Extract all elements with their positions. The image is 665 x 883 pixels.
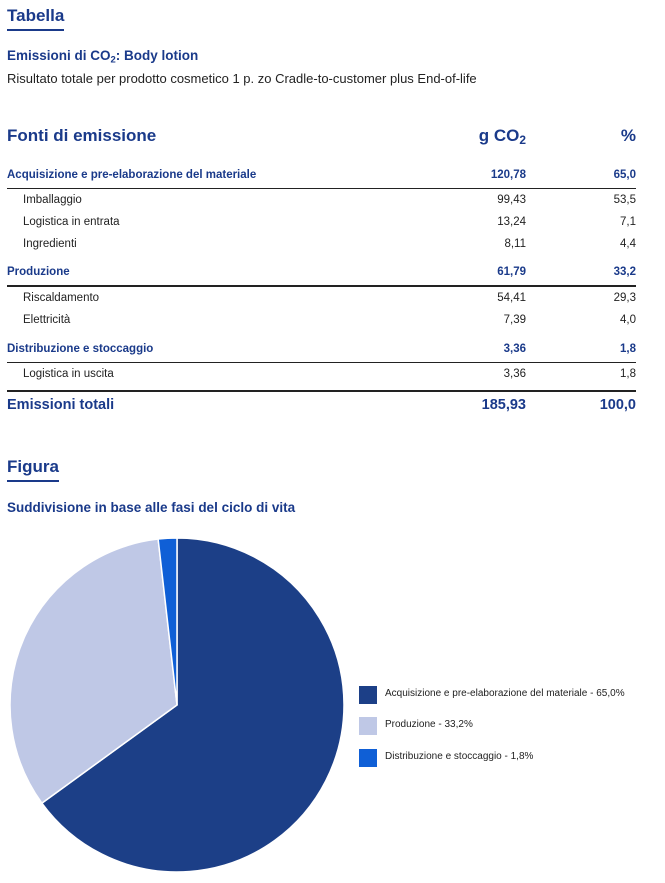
- table-row-item: [7, 211, 636, 233]
- table-row-category: [7, 338, 636, 360]
- row-g-value: 3,36: [503, 368, 526, 380]
- table-row-item: [7, 233, 636, 255]
- row-g-value: 7,39: [503, 314, 526, 326]
- row-label: Logistica in entrata: [23, 216, 120, 228]
- legend-swatch: [359, 749, 377, 767]
- row-label: Ingredienti: [23, 238, 77, 250]
- total-g-value: 185,93: [481, 397, 526, 413]
- row-label: Elettricità: [23, 314, 71, 326]
- header-g-co2: g $CO_2$: [478, 126, 526, 147]
- row-pct-value: 65,0: [613, 169, 636, 181]
- table-row-item: [7, 189, 636, 211]
- row-pct-value: 33,2: [613, 266, 636, 278]
- row-label: Distribuzione e stoccaggio: [7, 343, 154, 355]
- table-row-total: [7, 394, 636, 416]
- row-pct-value: 4,0: [620, 314, 636, 326]
- row-label: Imballaggio: [23, 194, 82, 206]
- row-g-value: 120,78: [490, 169, 526, 181]
- total-label: Emissioni totali: [7, 397, 115, 413]
- legend-label: Produzione - 33,2%: [385, 719, 473, 730]
- row-g-value: 8,11: [504, 238, 526, 250]
- table-divider: [7, 390, 636, 392]
- legend-item: [359, 686, 659, 704]
- row-pct-value: 4,4: [620, 238, 636, 250]
- table-section-title: Tabella: [7, 6, 64, 31]
- row-pct-value: 7,1: [620, 216, 636, 228]
- row-g-value: 3,36: [503, 343, 526, 355]
- figure-section-title: Figura: [7, 457, 59, 482]
- legend-label: Distribuzione e stoccaggio - 1,8%: [385, 751, 534, 762]
- table-row-item: [7, 287, 636, 309]
- row-pct-value: 1,8: [620, 368, 636, 380]
- total-pct-value: 100,0: [599, 397, 636, 413]
- legend-label: Acquisizione e pre-elaborazione del materiale - 65,0%: [385, 688, 625, 699]
- row-g-value: 99,43: [497, 194, 526, 206]
- row-label: Logistica in uscita: [23, 368, 114, 380]
- row-g-value: 13,24: [497, 216, 526, 228]
- table-row-category: [7, 164, 636, 186]
- legend-item: [359, 749, 659, 767]
- row-label: Riscaldamento: [23, 292, 100, 304]
- table-row-item: [7, 363, 636, 385]
- row-label: Produzione: [7, 266, 70, 278]
- pie-chart: [7, 535, 347, 875]
- row-pct-value: 53,5: [613, 194, 636, 206]
- header-source: Fonti di emissione: [7, 126, 157, 145]
- legend-swatch: [359, 686, 377, 704]
- figure-subtitle: Suddivisione in base alle fasi del ciclo di vita: [7, 500, 296, 515]
- product-description: Risultato totale per prodotto cosmetico 1 p. zo Cradle-to-customer plus End-of-life: [7, 71, 477, 86]
- legend-item: [359, 717, 659, 735]
- row-pct-value: 1,8: [620, 343, 636, 355]
- product-title: Emissioni di $CO_2$: Body lotion: [7, 48, 199, 66]
- table-row-category: [7, 261, 636, 283]
- row-g-value: 61,79: [497, 266, 526, 278]
- table-header-row: [7, 125, 636, 147]
- header-percent: %: [620, 126, 636, 145]
- legend-swatch: [359, 717, 377, 735]
- row-label: Acquisizione e pre-elaborazione del materiale: [7, 169, 257, 181]
- table-row-item: [7, 309, 636, 331]
- row-g-value: 54,41: [497, 292, 526, 304]
- row-pct-value: 29,3: [613, 292, 636, 304]
